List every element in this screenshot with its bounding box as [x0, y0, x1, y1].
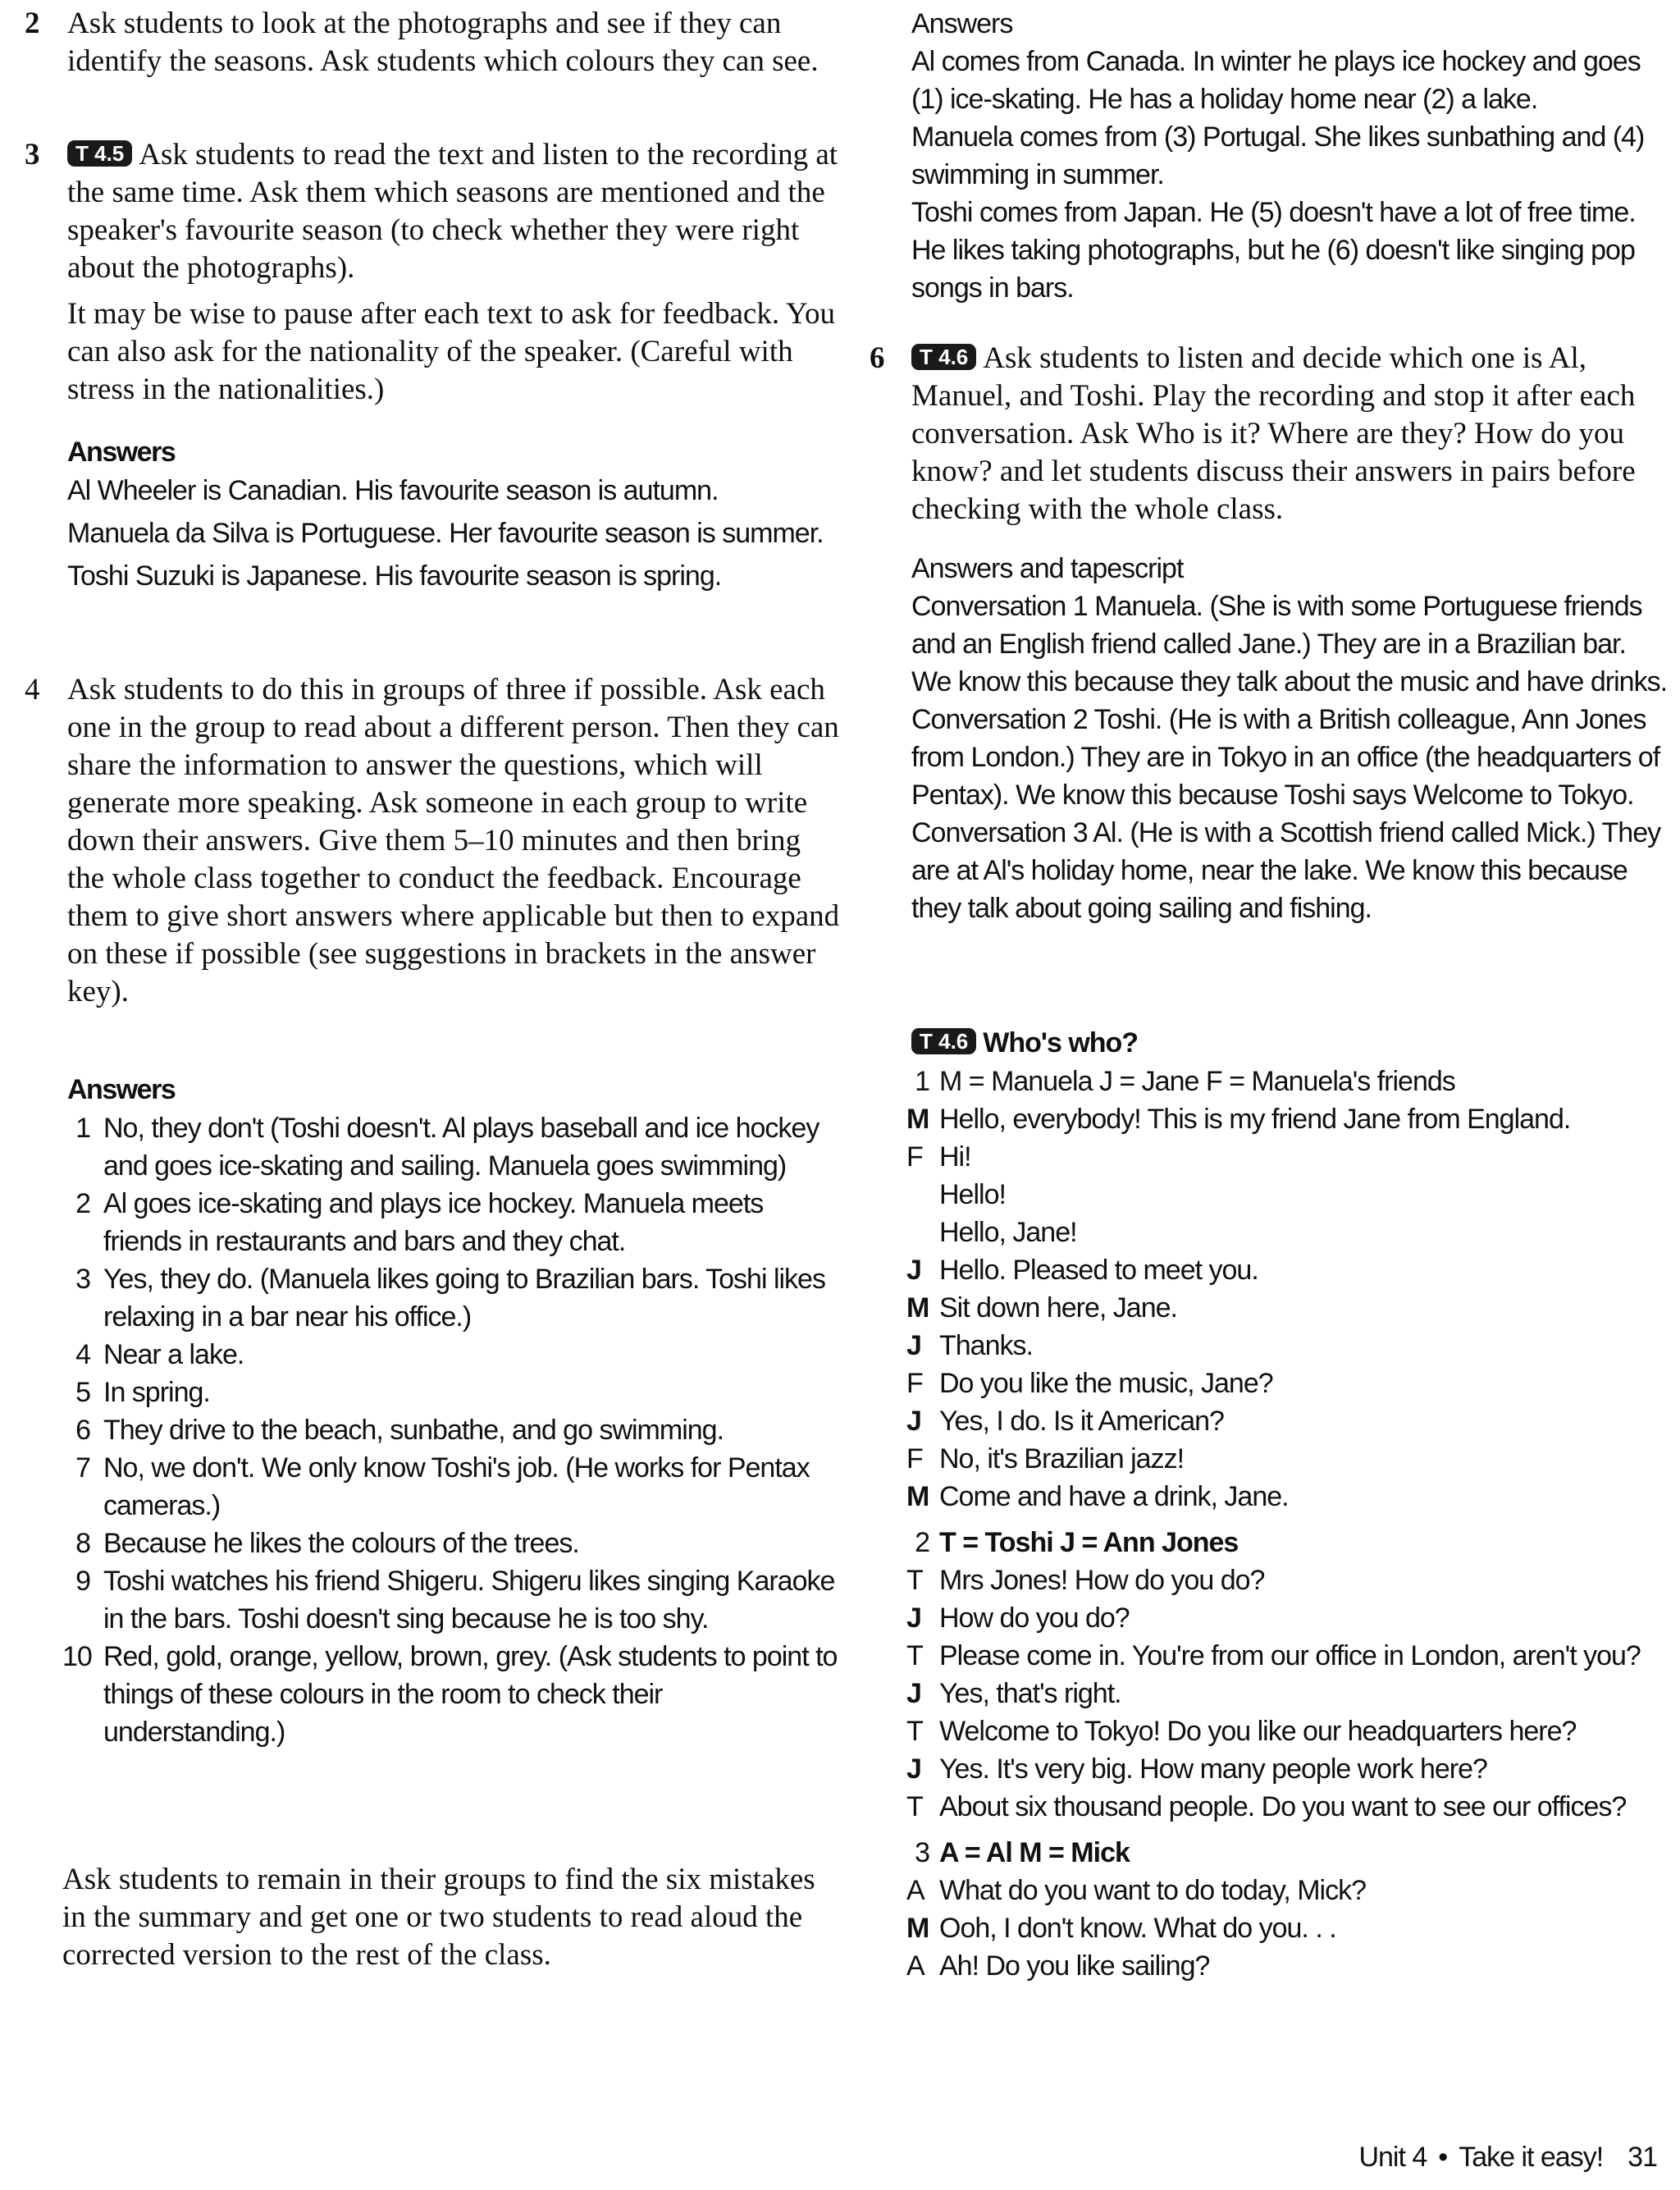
script-line: Hello, Jane!	[939, 1217, 1077, 1248]
answers-block-1	[67, 472, 845, 595]
script-line: M Ooh, I don't know. What do you. . .	[906, 1913, 1336, 1944]
answer-line: Conversation 2 Toshi. (He is with a British colleague, Ann Jones from London.) They are in Tokyo in an office (the headquarters of Pentax). We know this because Toshi says Welcome to Tokyo.	[911, 704, 1660, 811]
tapescript-title	[911, 1024, 1138, 1062]
script-line: A What do you want to do today, Mick?	[906, 1875, 1366, 1906]
answers-heading: Answers and tapescript	[911, 553, 1184, 584]
list-item: 8 Because he likes the colours of the trees.	[75, 1528, 579, 1559]
answer-line: Al Wheeler is Canadian. His favourite season is autumn.	[67, 475, 719, 506]
tapescript	[906, 1063, 1669, 1985]
section-3-note: It may be wise to pause after each text to ask for feedback. You can also ask for the nationality of the speaker. (Careful with stress in the nationalities.)	[67, 297, 835, 406]
script-line: Hello!	[939, 1179, 1006, 1210]
script-line: J Yes. It's very big. How many people work here?	[906, 1753, 1487, 1785]
track-badge: T 4.6	[911, 344, 976, 370]
section-number: 4	[25, 673, 40, 706]
track-badge: T 4.6	[911, 1028, 976, 1054]
separator-dot: •	[1438, 2142, 1448, 2173]
section-6	[870, 340, 1669, 528]
answer-line: Conversation 1 Manuela. (She is with some Portuguese friends and an English friend called Jane.) They are in a Brazilian bar. We know this because they talk about the music and have drinks.	[911, 591, 1668, 697]
script-line: J Yes, I do. Is it American?	[906, 1406, 1224, 1437]
section-number: 3	[25, 138, 40, 171]
answers-block-2	[62, 1109, 845, 1751]
script-line: T Mrs Jones! How do you do?	[906, 1565, 1265, 1596]
list-item: 5 In spring.	[75, 1377, 210, 1408]
page-number: 31	[1628, 2142, 1657, 2173]
unit-label: Unit 4	[1358, 2142, 1427, 2173]
section-4	[25, 671, 845, 1011]
script-line: M Hello, everybody! This is my friend Jane from England.	[906, 1104, 1571, 1135]
track-badge: T 4.5	[67, 140, 132, 167]
answer-key-list	[62, 1109, 845, 1751]
answers-block-3	[911, 5, 1669, 307]
section-number: 2	[25, 7, 40, 40]
script-line: A Ah! Do you like sailing?	[906, 1950, 1210, 1982]
answers-heading: Answers	[67, 437, 176, 468]
section-number: 6	[870, 341, 885, 375]
list-item: 7 No, we don't. We only know Toshi's job. (He works for Pentax cameras.)	[75, 1452, 810, 1521]
section-3	[25, 136, 845, 409]
answers-block-4	[911, 550, 1669, 927]
script-line: J Yes, that's right.	[906, 1678, 1121, 1709]
conversation-1-cast: 1 M = Manuela J = Jane F = Manuela's friends	[915, 1066, 1455, 1097]
section-5-text: Ask students to remain in their groups to find the six mistakes in the summary and get one or two students to read aloud the corrected version to the rest of the class.	[62, 1863, 815, 1972]
answer-line: Manuela comes from (3) Portugal. She likes sunbathing and (4) swimming in summer.	[911, 121, 1645, 190]
answer-line: Toshi comes from Japan. He (5) doesn't have a lot of free time. He likes taking photographs, but he (6) doesn't like singing pop songs in bars.	[911, 197, 1636, 304]
list-item: 4 Near a lake.	[75, 1339, 244, 1370]
answer-line: Conversation 3 Al. (He is with a Scottish friend called Mick.) They are at Al's holiday home, near the lake. We know this because they talk about going sailing and fishing.	[911, 817, 1661, 924]
section-3-text: Ask students to read the text and listen to the recording at the same time. Ask them which seasons are mentioned and the speaker's favourite season (to check whether they were right about the photographs).	[67, 138, 838, 285]
tapescript-heading: Who's who?	[983, 1027, 1139, 1058]
script-line: J How do you do?	[906, 1602, 1130, 1634]
unit-title: Take it easy!	[1459, 2142, 1604, 2173]
conversation-2-cast: 2 T = Toshi J = Ann Jones	[915, 1527, 1239, 1558]
script-line: M Come and have a drink, Jane.	[906, 1481, 1289, 1512]
conversation-3-cast: 3 A = Al M = Mick	[915, 1837, 1130, 1868]
script-line: F Hi!	[906, 1141, 971, 1173]
answers-heading: Answers	[911, 8, 1013, 39]
section-2-text: Ask students to look at the photographs and see if they can identify the seasons. Ask students which colours they can see.	[67, 7, 819, 78]
script-line: J Hello. Pleased to meet you.	[906, 1255, 1258, 1286]
script-line: M Sit down here, Jane.	[906, 1292, 1177, 1324]
list-item: 1 No, they don't (Toshi doesn't. Al plays baseball and ice hockey and goes ice-skating and sailing. Manuela goes swimming)	[75, 1113, 819, 1182]
answers-heading: Answers	[67, 1074, 176, 1105]
answer-line: Al comes from Canada. In winter he plays ice hockey and goes (1) ice-skating. He has a holiday home near (2) a lake.	[911, 46, 1641, 115]
script-line: T About six thousand people. Do you want to see our offices?	[906, 1791, 1627, 1822]
script-line: T Please come in. You're from our office in London, aren't you?	[906, 1640, 1641, 1671]
answer-line: Manuela da Silva is Portuguese. Her favourite season is summer.	[67, 518, 824, 549]
script-line: T Welcome to Tokyo! Do you like our headquarters here?	[906, 1716, 1577, 1747]
list-item: 2 Al goes ice-skating and plays ice hockey. Manuela meets friends in restaurants and bars and they chat.	[75, 1188, 764, 1257]
section-6-text: Ask students to listen and decide which one is Al, Manuel, and Toshi. Play the recording and stop it after each conversation. Ask Who is it? Where are they? How do you know? and let students discuss their answers in pairs before checking with the whole class.	[911, 341, 1636, 526]
list-item: 9 Toshi watches his friend Shigeru. Shigeru likes singing Karaoke in the bars. Toshi doesn't sing because he is too shy.	[75, 1566, 835, 1634]
section-4-text: Ask students to do this in groups of three if possible. Ask each one in the group to read about a different person. Then they can share the information to answer the questions, which will generate more speaking. Ask someone in each group to write down their answers. Give them 5–10 minutes and then bring the whole class together to conduct the feedback. Encourage them to give short answers where applicable but then to expand on these if possible (see suggestions in brackets in the answer key).	[67, 673, 840, 1008]
script-line: J Thanks.	[906, 1330, 1033, 1361]
page-footer	[1358, 2142, 1657, 2174]
section-2	[25, 5, 845, 80]
script-line: F Do you like the music, Jane?	[906, 1368, 1273, 1399]
list-item: 6 They drive to the beach, sunbathe, and go swimming.	[75, 1415, 724, 1446]
answer-line: Toshi Suzuki is Japanese. His favourite season is spring.	[67, 560, 722, 592]
list-item: 10 Red, gold, orange, yellow, brown, grey. (Ask students to point to things of these colours in the room to check their understanding.)	[62, 1641, 838, 1748]
list-item: 3 Yes, they do. (Manuela likes going to Brazilian bars. Toshi likes relaxing in a bar near his office.)	[75, 1264, 825, 1333]
script-line: F No, it's Brazilian jazz!	[906, 1443, 1185, 1474]
